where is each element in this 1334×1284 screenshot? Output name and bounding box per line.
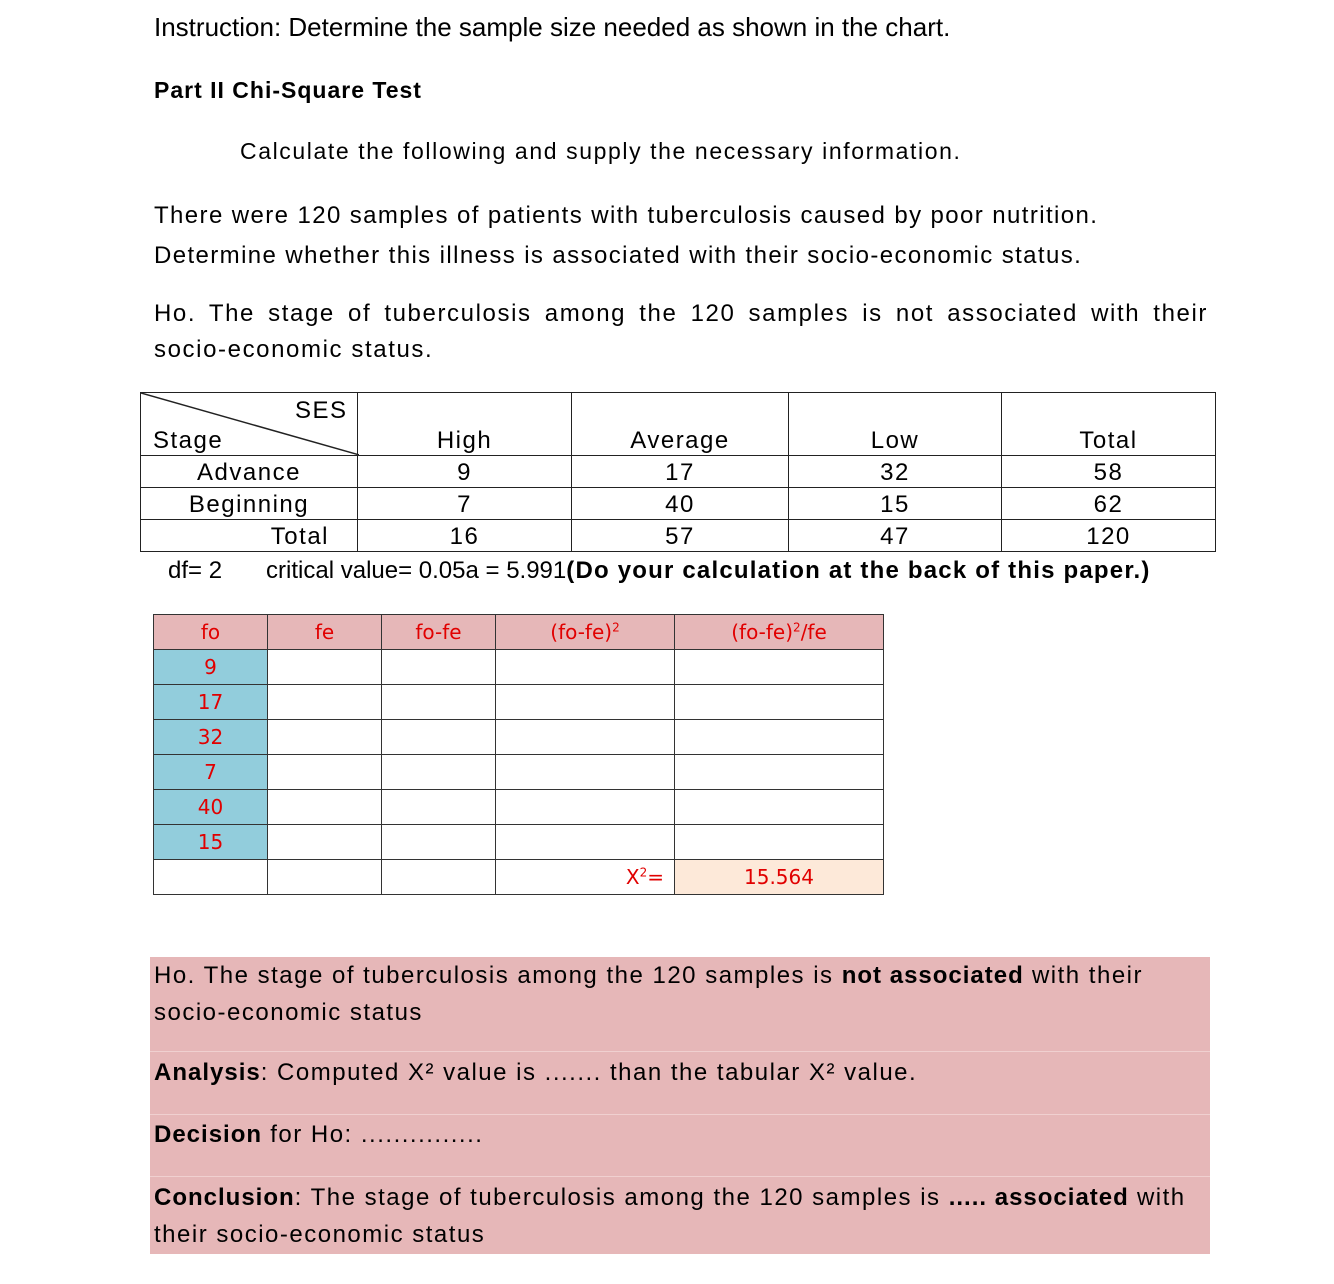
cell: 15 <box>789 488 1002 520</box>
stage-label: Stage <box>153 427 224 454</box>
header-squared-over-fe: $(fo-fe)^2/fe$ <box>675 615 884 650</box>
empty-cell[interactable] <box>268 860 382 895</box>
answer-block <box>150 957 1210 1254</box>
row-label: Beginning <box>141 488 358 520</box>
table-row <box>154 755 884 790</box>
squared-input-cell[interactable] <box>496 790 675 825</box>
divider <box>150 1176 1210 1177</box>
fo-cell: 9 <box>154 650 268 685</box>
header-fo-fe: fo-fe <box>382 615 496 650</box>
cell: 47 <box>789 520 1002 552</box>
cell: 40 <box>572 488 789 520</box>
col-header: Average <box>572 393 789 456</box>
table-corner-cell <box>141 393 358 456</box>
table-row <box>154 825 884 860</box>
fo-cell: 17 <box>154 685 268 720</box>
instruction-text: Instruction: Determine the sample size needed as shown in the chart. <box>154 12 951 42</box>
header-fe: fe <box>268 615 382 650</box>
table-row <box>154 790 884 825</box>
fe-input-cell[interactable] <box>268 720 382 755</box>
critical-value-text: critical value= 0.05a = 5.991 <box>266 557 567 584</box>
header-squared: $(fo-fe)^2$ <box>496 615 675 650</box>
hypothesis-text: Ho. The stage of tuberculosis among the 120 samples is not associated with their socio-economic status. <box>154 300 1208 363</box>
ses-label: SES <box>295 397 348 424</box>
ratio-input-cell[interactable] <box>675 825 884 860</box>
col-header: Low <box>789 393 1002 456</box>
fo-cell: 32 <box>154 720 268 755</box>
x2-value: 15.564 <box>675 860 884 895</box>
squared-input-cell[interactable] <box>496 720 675 755</box>
divider <box>150 1114 1210 1115</box>
table-row <box>141 456 1216 488</box>
table-row <box>154 685 884 720</box>
table-row <box>154 650 884 685</box>
subtitle: Calculate the following and supply the necessary information. <box>240 138 962 164</box>
contingency-table <box>140 392 1216 552</box>
fo-fe-input-cell[interactable] <box>382 720 496 755</box>
fo-fe-input-cell[interactable] <box>382 755 496 790</box>
cell: 62 <box>1002 488 1216 520</box>
problem-text: There were 120 samples of patients with tuberculosis caused by poor nutrition. Determine whether this illness is associated with their socio-economic status. <box>154 202 1099 269</box>
fo-cell: 15 <box>154 825 268 860</box>
cell: 9 <box>358 456 572 488</box>
fo-fe-input-cell[interactable] <box>382 650 496 685</box>
header-fo: fo <box>154 615 268 650</box>
squared-input-cell[interactable] <box>496 755 675 790</box>
fe-input-cell[interactable] <box>268 825 382 860</box>
x2-label: $X^2=$ <box>496 860 675 895</box>
conclusion-line: Conclusion: The stage of tuberculosis among the 120 samples is ..... associated with their socio-economic status <box>154 1184 1186 1248</box>
table-row <box>154 860 884 895</box>
cell: 57 <box>572 520 789 552</box>
analysis-line: Analysis: Computed X² value is ....... than the tabular X² value. <box>154 1059 918 1086</box>
table-row <box>141 488 1216 520</box>
fe-input-cell[interactable] <box>268 650 382 685</box>
ratio-input-cell[interactable] <box>675 685 884 720</box>
squared-input-cell[interactable] <box>496 685 675 720</box>
col-header: High <box>358 393 572 456</box>
cell: 58 <box>1002 456 1216 488</box>
ratio-input-cell[interactable] <box>675 650 884 685</box>
fo-fe-input-cell[interactable] <box>382 790 496 825</box>
fo-cell: 7 <box>154 755 268 790</box>
decision-line: Decision for Ho: ............... <box>154 1121 484 1148</box>
fo-fe-input-cell[interactable] <box>382 825 496 860</box>
ratio-input-cell[interactable] <box>675 720 884 755</box>
empty-cell[interactable] <box>382 860 496 895</box>
fe-input-cell[interactable] <box>268 755 382 790</box>
df-line <box>168 557 1151 585</box>
fe-input-cell[interactable] <box>268 790 382 825</box>
back-note: (Do your calculation at the back of this paper.) <box>566 557 1151 584</box>
fo-cell: 40 <box>154 790 268 825</box>
df-text: df= 2 <box>168 557 223 584</box>
cell: 16 <box>358 520 572 552</box>
cell: 7 <box>358 488 572 520</box>
table-row <box>141 520 1216 552</box>
col-header: Total <box>1002 393 1216 456</box>
table-row <box>154 720 884 755</box>
cell: 17 <box>572 456 789 488</box>
fo-fe-input-cell[interactable] <box>382 685 496 720</box>
chi-square-table <box>153 614 884 895</box>
squared-input-cell[interactable] <box>496 825 675 860</box>
empty-cell[interactable] <box>154 860 268 895</box>
squared-input-cell[interactable] <box>496 650 675 685</box>
row-label: Advance <box>141 456 358 488</box>
fe-input-cell[interactable] <box>268 685 382 720</box>
divider <box>150 1051 1210 1052</box>
ratio-input-cell[interactable] <box>675 755 884 790</box>
ratio-input-cell[interactable] <box>675 790 884 825</box>
row-label: Total <box>141 520 358 552</box>
cell: 32 <box>789 456 1002 488</box>
ho-statement: Ho. The stage of tuberculosis among the 120 samples is not associated with their socio-economic status <box>154 962 1143 1026</box>
part-title: Part II Chi-Square Test <box>154 77 422 103</box>
cell: 120 <box>1002 520 1216 552</box>
